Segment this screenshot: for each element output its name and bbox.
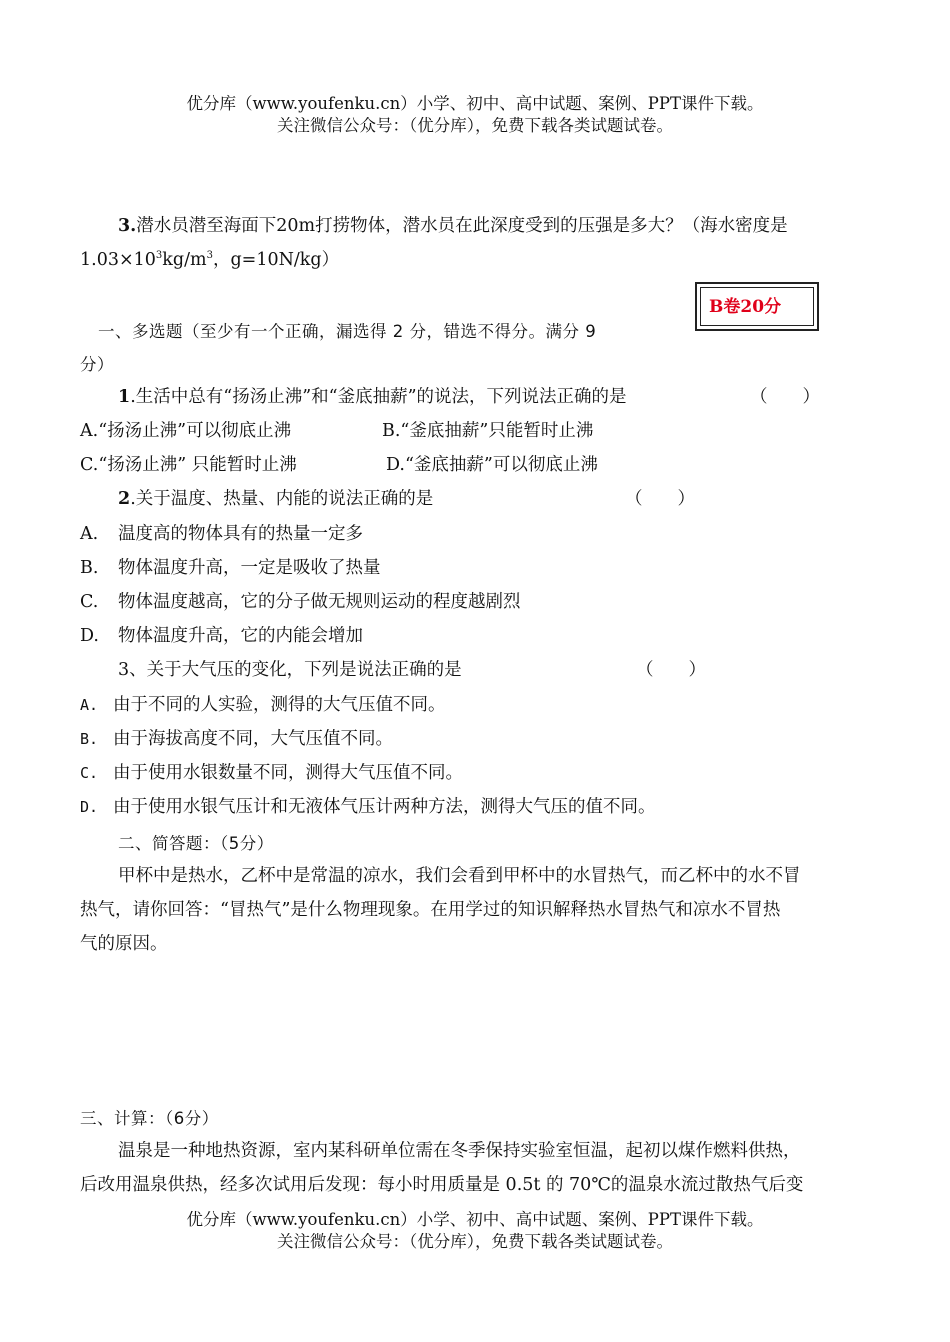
question-1-option-c: C.“扬汤止沸” 只能暂时止沸 [80,455,297,475]
section-3-title: 三、计算：（6分） [80,1109,219,1128]
a-question-3-number: 3. [118,216,137,236]
question-1-option-a: A.“扬汤止沸”可以彻底止沸 [80,421,292,441]
question-3-answer-blank: （ ） [636,660,706,680]
unit-exponent: 3 [206,250,213,262]
question-3-option-b-letter: B. [80,730,99,748]
header-line-1: 优分库（www.youfenku.cn）小学、初中、高中试题、案例、PPT课件下载。 [186,94,764,113]
b-paper-badge [695,282,819,331]
section-3-text-line-1: 温泉是一种地热资源，室内某科研单位需在冬季保持实验室恒温，起初以煤作燃料供热， [118,1141,801,1161]
question-2-option-d-letter: D. [80,626,99,646]
header-line-2: 关注微信公众号：（优分库），免费下载各类试题试卷。 [277,116,673,135]
question-2-stem [118,487,433,511]
density-value: 1.03×10 [80,250,156,270]
question-2-answer-blank: （ ） [625,489,695,509]
question-2-number: 2 [118,489,131,509]
question-3-option-c: 由于使用水银数量不同，测得大气压值不同。 [113,763,463,783]
question-3-stem: 3、关于大气压的变化，下列是说法正确的是 [118,660,462,680]
question-2-option-c-letter: C. [80,592,99,612]
question-3-option-d: 由于使用水银气压计和无液体气压计两种方法，测得大气压的值不同。 [113,797,656,817]
question-2-text: .关于温度、热量、内能的说法正确的是 [130,489,434,509]
gravity-value: ，g=10N/kg） [212,250,340,270]
density-unit: kg/m [162,250,207,270]
question-2-option-b-letter: B. [80,558,99,578]
question-2-option-b: 物体温度升高，一定是吸收了热量 [118,558,381,578]
question-3-option-b: 由于海拔高度不同，大气压值不同。 [113,729,393,749]
section-2-text-line-3: 气的原因。 [80,934,168,954]
section-1-title: 一、多选题（至少有一个正确，漏选得 2 分，错选不得分。满分 9 [98,322,597,341]
question-3-option-d-letter: D. [80,798,99,816]
question-2-option-a: 温度高的物体具有的热量一定多 [118,524,363,544]
question-1-stem [118,385,627,409]
question-2-option-d: 物体温度升高，它的内能会增加 [118,626,363,646]
a-question-3-line-2 [80,248,339,272]
question-1-option-d: D.“釜底抽薪”可以彻底止沸 [386,455,598,475]
question-1-answer-blank: （ ） [750,387,820,407]
footer-line-1: 优分库（www.youfenku.cn）小学、初中、高中试题、案例、PPT课件下载。 [186,1210,764,1229]
section-2-text-line-1: 甲杯中是热水，乙杯中是常温的凉水，我们会看到甲杯中的水冒热气，而乙杯中的水不冒 [118,866,801,886]
footer-line-2: 关注微信公众号：（优分库），免费下载各类试题试卷。 [277,1232,673,1251]
question-2-option-a-letter: A. [80,524,99,544]
question-1-option-b: B.“釜底抽薪”只能暂时止沸 [382,421,594,441]
question-3-option-a-letter: A. [80,696,99,714]
question-2-option-c: 物体温度越高，它的分子做无规则运动的程度越剧烈 [118,592,521,612]
exponent: 3 [155,250,163,262]
question-3-option-c-letter: C. [80,764,99,782]
section-2-text-line-2: 热气，请你回答：“冒热气”是什么物理现象。在用学过的知识解释热水冒热气和凉水不冒热 [80,900,781,920]
section-1-title-cont: 分） [80,355,114,374]
b-paper-badge-label: B卷20分 [709,297,782,317]
b-paper-badge-inner-border [700,287,814,326]
question-1-number: 1 [118,387,131,407]
a-question-3-line-1 [118,214,788,238]
question-3-option-a: 由于不同的人实验，测得的大气压值不同。 [113,695,446,715]
question-1-text: .生活中总有“扬汤止沸”和“釜底抽薪”的说法，下列说法正确的是 [130,387,627,407]
section-3-text-line-2: 后改用温泉供热，经多次试用后发现：每小时用质量是 0.5t 的 70℃的温泉水流过散热气后变 [80,1175,804,1195]
section-2-title: 二、简答题：（5分） [118,834,274,853]
a-question-3-text: 潜水员潜至海面下20m打捞物体，潜水员在此深度受到的压强是多大？（海水密度是 [136,216,788,236]
